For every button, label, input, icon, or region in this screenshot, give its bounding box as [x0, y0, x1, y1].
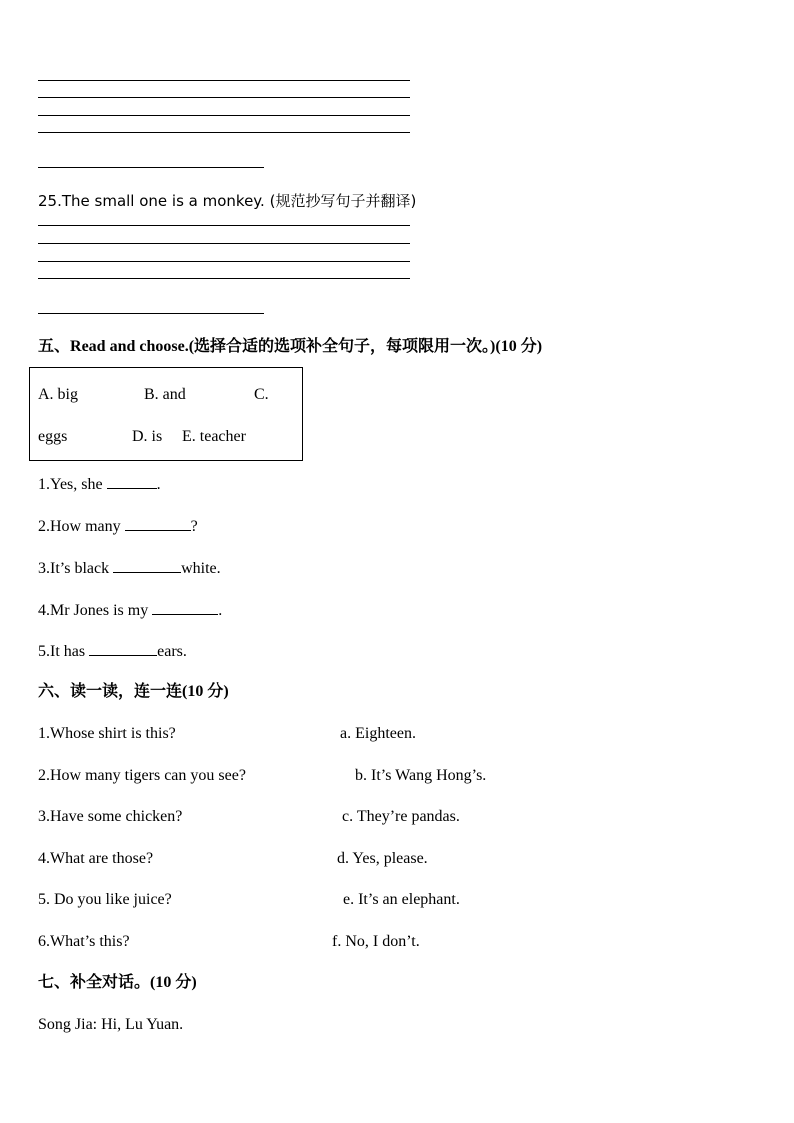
answer-blank[interactable] — [125, 516, 191, 531]
match-right-c: c. They’re pandas. — [342, 808, 460, 825]
item-text-end: ears. — [157, 643, 187, 660]
writing-line — [38, 278, 410, 279]
item-text-end: ? — [190, 518, 198, 535]
option-e: E. teacher — [182, 428, 246, 445]
writing-line — [38, 261, 410, 262]
section-7-title: 七、补全对话。(10 分) — [38, 974, 197, 991]
answer-blank[interactable] — [89, 641, 157, 656]
match-left-5: 5. Do you like juice? — [38, 891, 172, 908]
item-text-end: . — [156, 476, 161, 493]
option-c-label: C. — [254, 386, 269, 403]
match-right-d: d. Yes, please. — [337, 850, 428, 867]
writing-line — [38, 313, 264, 314]
section-6-title — [38, 682, 229, 702]
writing-line — [38, 225, 410, 226]
choose-item-2 — [38, 516, 198, 537]
section-5-title-en: Read and choose. — [70, 338, 189, 355]
option-d: D. is — [132, 428, 163, 445]
item-text: 4.Mr Jones is my — [38, 602, 153, 619]
choose-item-1 — [38, 474, 161, 495]
match-right-f: f. No, I don’t. — [332, 933, 420, 950]
section-5-score: (10 分) — [495, 338, 543, 355]
match-right-b: b. It’s Wang Hong’s. — [355, 767, 487, 784]
section-5-number: 五、 — [38, 338, 71, 355]
item-text: 2.How many — [38, 518, 125, 535]
option-b: B. and — [144, 386, 186, 403]
writing-line — [38, 80, 410, 81]
match-left-4: 4.What are those? — [38, 850, 154, 867]
item-text-end: white. — [181, 560, 221, 577]
dialogue-line-1: Song Jia: Hi, Lu Yuan. — [38, 1016, 184, 1033]
writing-line — [38, 115, 410, 116]
item-text-end: . — [218, 602, 223, 619]
options-box — [29, 367, 303, 461]
section-5-title — [38, 337, 542, 357]
match-right-e: e. It’s an elephant. — [343, 891, 460, 908]
question-25-instruction: (规范抄写句子并翻译) — [269, 192, 417, 210]
choose-item-3 — [38, 558, 221, 579]
match-left-6: 6.What’s this? — [38, 933, 130, 950]
match-left-3: 3.Have some chicken? — [38, 808, 183, 825]
choose-item-5 — [38, 641, 187, 662]
writing-line — [38, 132, 410, 133]
choose-item-4 — [38, 600, 222, 621]
writing-line — [38, 243, 410, 244]
section-6-score: (10 分) — [182, 683, 229, 700]
match-right-a: a. Eighteen. — [340, 725, 416, 742]
option-a: A. big — [38, 386, 78, 403]
answer-blank[interactable] — [107, 474, 157, 489]
item-text: 5.It has — [38, 643, 90, 660]
answer-blank[interactable] — [113, 558, 181, 573]
item-text: 1.Yes, she — [38, 476, 107, 493]
match-left-1: 1.Whose shirt is this? — [38, 725, 176, 742]
question-25-text: 25.The small one is a monkey. — [38, 192, 265, 210]
answer-blank[interactable] — [152, 600, 218, 615]
question-25 — [38, 191, 416, 211]
item-text: 3.It’s black — [38, 560, 114, 577]
writing-line — [38, 167, 264, 168]
writing-line — [38, 97, 410, 98]
section-6-title-text: 六、读一读，连一连 — [38, 683, 183, 700]
section-5-instruction: (选择合适的选项补全句子，每项限用一次。) — [188, 338, 496, 355]
option-c-word: eggs — [38, 428, 68, 445]
match-left-2: 2.How many tigers can you see? — [38, 767, 246, 784]
